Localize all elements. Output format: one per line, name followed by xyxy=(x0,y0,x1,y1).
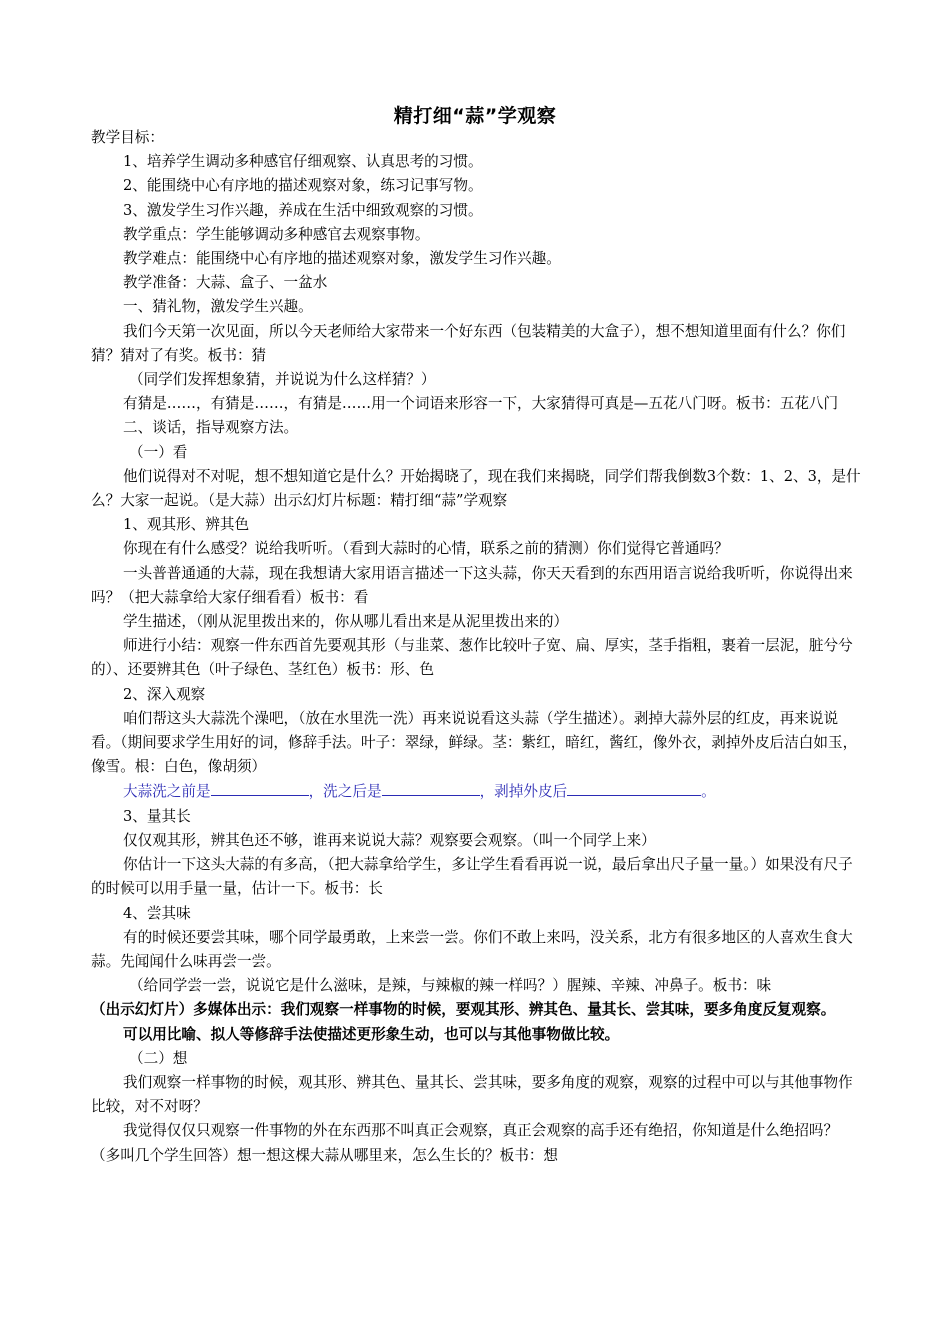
paragraph: 师进行小结：观察一件东西首先要观其形（与韭菜、葱作比较叶子宽、扁、厚实，茎手指粗，裹着一层泥，脏兮兮的）、还要辨其色（叶子绿色、茎红色）板书：形、色 xyxy=(91,637,853,679)
paragraph: 教学目标： xyxy=(91,129,164,146)
blank-line-1[interactable] xyxy=(211,779,309,796)
paragraph: （同学们发挥想象猜，并说说为什么这样猜？） xyxy=(129,371,436,389)
paragraph: 我觉得仅仅只观察一件事物的外在东西那不叫真正会观察，真正会观察的高手还有绝招，你知道是什么绝招吗？（多叫几个学生回答）想一想这棵大蒜从哪里来，怎么生长的？板书：想 xyxy=(91,1122,839,1164)
fill-in-blank-line xyxy=(91,779,861,804)
paragraph: 有猜是……，有猜是……，有猜是……用一个词语来形容一下，大家猜得可真是—五花八门呀。板书：五花八门 xyxy=(123,395,839,413)
paragraph: 2、深入观察 xyxy=(123,685,206,703)
paragraph: 2、能围绕中心有序地的描述观察对象，练习记事写物。 xyxy=(123,177,483,195)
paragraph: 学生描述，（刚从泥里拨出来的，你从哪儿看出来是从泥里拨出来的） xyxy=(123,613,569,631)
fill-text-4: 。 xyxy=(701,783,716,801)
paragraph: 教学难点：能围绕中心有序地的描述观察对象，激发学生习作兴趣。 xyxy=(123,250,561,268)
document-body xyxy=(91,126,861,1168)
blank-line-2[interactable] xyxy=(382,779,480,796)
paragraph: 你现在有什么感受？说给我听听。（看到大蒜时的心情，联系之前的猜测）你们觉得它普通吗？ xyxy=(123,540,729,558)
document-title: 精打细“蒜”学观察 xyxy=(393,105,557,127)
paragraph: 你估计一下这头大蒜的有多高，（把大蒜拿给学生，多让学生看看再说一说，最后拿出尺子量一量。）如果没有尺子的时候可以用手量一量，估计一下。板书：长 xyxy=(91,856,853,898)
paragraph: 一头普普通通的大蒜，现在我想请大家用语言描述一下这头蒜，你天天看到的东西用语言说给我听听，你说得出来吗？（把大蒜拿给大家仔细看看）板书：看 xyxy=(91,564,853,606)
section-think xyxy=(91,1047,861,1168)
paragraph: 4、尝其味 xyxy=(123,904,191,922)
blank-line-3[interactable] xyxy=(567,779,701,796)
fill-text-1: 大蒜洗之前是 xyxy=(123,783,211,801)
paragraph: （一）看 xyxy=(129,443,188,461)
paragraph: 咱们帮这头大蒜洗个澡吧，（放在水里洗一洗）再来说说看这头蒜（学生描述）。剥掉大蒜外层的红皮，再来说说看。（期间要求学生用好的词，修辞手法。叶子：翠绿，鲜绿。茎：紫红，暗红，酱红，像外衣，剥掉外皮后洁白如玉，像雪。根：白色，像胡须） xyxy=(91,709,858,776)
paragraph: 一、猜礼物，激发学生兴趣。 xyxy=(123,298,313,316)
paragraph: 我们今天第一次见面，所以今天老师给大家带来一个好东西（包装精美的大盒子），想不想知道里面有什么？你们猜？猜对了有奖。板书：猜 xyxy=(91,322,846,364)
paragraph: 1、观其形、辨其色 xyxy=(123,516,250,534)
fill-text-2: ，洗之后是 xyxy=(308,783,382,801)
fill-text-3: ，剥掉外皮后 xyxy=(479,783,568,801)
bold-summary-1: （出示幻灯片）多媒体出示：我们观察一样事物的时候，要观其形、辨其色、量其长、尝其味，要多角度反复观察。 xyxy=(91,1001,836,1019)
paragraph: 1、培养学生调动多种感官仔细观察、认真思考的习惯。 xyxy=(123,153,483,171)
paragraph: 二、谈话，指导观察方法。 xyxy=(123,419,299,437)
paragraph: 3、激发学生习作兴趣，养成在生活中细致观察的习惯。 xyxy=(123,201,483,219)
paragraph: 我们观察一样事物的时候，观其形、辨其色、量其长、尝其味，要多角度的观察，观察的过程中可以与其他事物作比较，对不对呀？ xyxy=(91,1073,853,1116)
bold-summary-2: 可以用比喻、拟人等修辞手法使描述更形象生动，也可以与其他事物做比较。 xyxy=(123,1025,620,1043)
paragraph: （二）想 xyxy=(129,1049,188,1067)
paragraph: （给同学尝一尝，说说它是什么滋味，是辣，与辣椒的辣一样吗？）腥辣、辛辣、冲鼻子。板书：味 xyxy=(129,977,772,995)
paragraph: 3、量其长 xyxy=(123,807,191,825)
paragraph: 他们说得对不对呢，想不想知道它是什么？开始揭晓了，现在我们来揭晓，同学们帮我倒数3个数：1、2、3，是什么？大家一起说。（是大蒜）出示幻灯片标题：精打细“蒜”学观察 xyxy=(91,467,861,510)
paragraph: 仅仅观其形，辨其色还不够，谁再来说说大蒜？观察要会观察。（叫一个同学上来） xyxy=(123,831,656,849)
section-measure-and-taste xyxy=(91,805,861,999)
paragraph: 教学重点：学生能够调动多种感官去观察事物。 xyxy=(123,225,430,243)
section-objectives-and-intro xyxy=(91,126,861,779)
paragraph: 教学准备：大蒜、盒子、一盆水 xyxy=(123,274,328,292)
paragraph: 有的时候还要尝其味，哪个同学最勇敢，上来尝一尝。你们不敢上来吗，没关系，北方有很多地区的人喜欢生食大蒜。先闻闻什么味再尝一尝。 xyxy=(91,928,853,970)
